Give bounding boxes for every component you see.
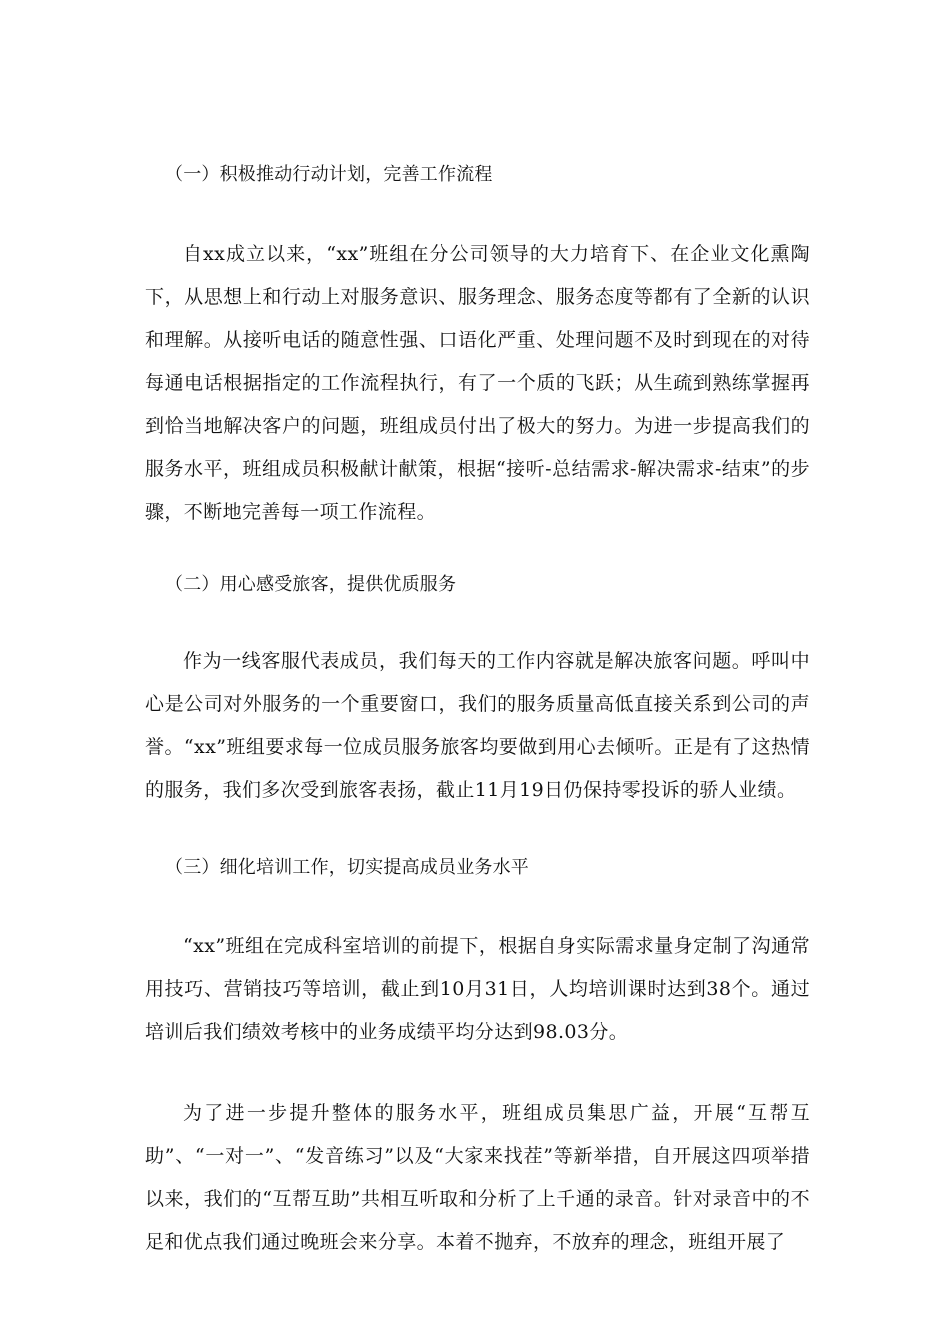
section-heading: （二）用心感受旅客，提供优质服务 [165, 574, 457, 595]
body-paragraph: 自xx成立以来，“xx”班组在分公司领导的大力培育下、在企业文化熏陶下，从思想上和行动上对服务意识、服务理念、服务态度等都有了全新的认识和理解。从接听电话的随意性强、口语化严重、处理问题不及时到现在的对待每通电话根据指定的工作流程执行，有了一个质的飞跃；从生疏到熟练掌握再到恰当地解决客户的问题，班组成员付出了极大的努力。为进一步提高我们的服务水平，班组成员积极献计献策，根据“接听-总结需求-解决需求-结束”的步骤，不断地完善每一项工作流程。 [145, 243, 810, 523]
section-heading: （三）细化培训工作，切实提高成员业务水平 [165, 857, 529, 878]
body-paragraph: “xx”班组在完成科室培训的前提下，根据自身实际需求量身定制了沟通常用技巧、营销技巧等培训，截止到10月31日，人均培训课时达到38个。通过培训后我们绩效考核中的业务成绩平均分达到98.03分。 [145, 935, 810, 1043]
body-paragraph: 作为一线客服代表成员，我们每天的工作内容就是解决旅客问题。呼叫中心是公司对外服务的一个重要窗口，我们的服务质量高低直接关系到公司的声誉。“xx”班组要求每一位成员服务旅客均要做到用心去倾听。正是有了这热情的服务，我们多次受到旅客表扬，截止11月19日仍保持零投诉的骄人业绩。 [145, 650, 810, 801]
body-paragraph: 为了进一步提升整体的服务水平，班组成员集思广益，开展“互帮互助”、“一对一”、“发音练习”以及“大家来找茬”等新举措，自开展这四项举措以来，我们的“互帮互助”共相互听取和分析了上千通的录音。针对录音中的不足和优点我们通过晚班会来分享。本着不抛弃，不放弃的理念，班组开展了 [145, 1102, 810, 1253]
section-heading: （一）积极推动行动计划，完善工作流程 [165, 164, 493, 185]
document-page [145, 150, 810, 1264]
